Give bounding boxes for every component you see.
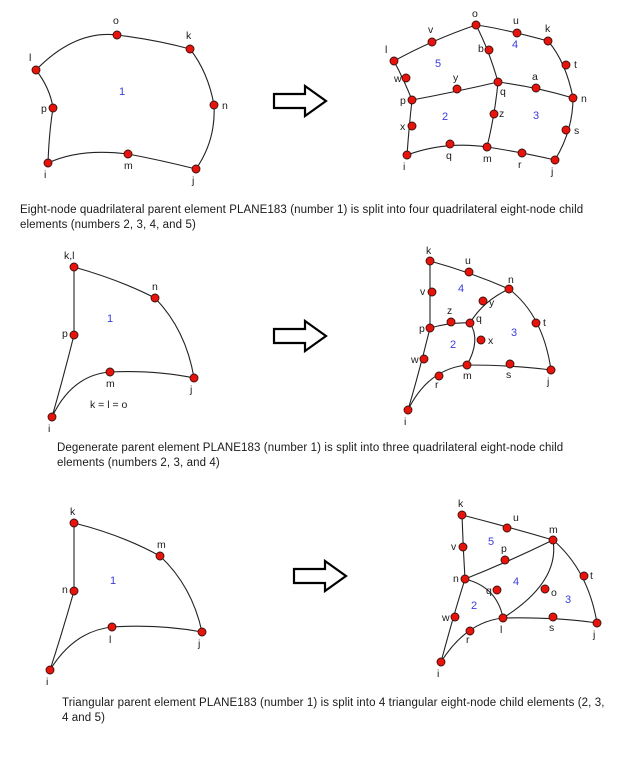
node-label: x xyxy=(400,121,406,133)
node-label: r xyxy=(435,379,439,391)
node-label: n xyxy=(453,573,459,585)
node-label: p xyxy=(400,95,406,107)
figure-row-quadrilateral xyxy=(0,0,622,245)
edge-l-o xyxy=(36,34,117,70)
element-number: 1 xyxy=(107,313,114,325)
node-point xyxy=(32,66,40,74)
node-label: z xyxy=(447,305,453,317)
node-point xyxy=(426,257,434,265)
node-label: l xyxy=(385,44,388,56)
node-point xyxy=(479,297,487,305)
node-point xyxy=(593,619,601,627)
node-label: v xyxy=(428,24,434,36)
node-label: j xyxy=(547,376,550,388)
node-label: o xyxy=(113,15,119,27)
element-number: 5 xyxy=(435,58,442,70)
parent-element-degenerate xyxy=(48,250,198,435)
node-point xyxy=(44,159,52,167)
figure-row-degenerate xyxy=(0,245,622,490)
element-number: 4 xyxy=(458,283,465,295)
node-point xyxy=(48,413,56,421)
edge-kl-n xyxy=(74,267,155,298)
edge-i-n xyxy=(50,591,74,670)
node-point xyxy=(437,658,445,666)
node-label: s xyxy=(506,369,512,381)
node-point xyxy=(70,519,78,527)
node-label: w xyxy=(442,612,450,624)
node-label: n xyxy=(508,274,514,286)
node-label: n xyxy=(222,100,228,112)
node-label: o xyxy=(472,8,478,20)
edge-m-i xyxy=(48,152,128,163)
node-point xyxy=(108,623,116,631)
node-point xyxy=(198,628,206,636)
node-point xyxy=(513,29,521,37)
node-label: k xyxy=(458,498,464,510)
diagram-quadrilateral xyxy=(0,0,622,200)
node-label: u xyxy=(513,15,519,27)
node-label: k,l xyxy=(64,250,75,262)
node-point xyxy=(70,587,78,595)
node-point xyxy=(453,85,461,93)
node-label: t xyxy=(574,59,577,71)
node-point xyxy=(463,361,471,369)
node-label: q xyxy=(476,313,482,325)
node-point xyxy=(113,31,121,39)
node-point xyxy=(493,586,501,594)
node-point xyxy=(151,294,159,302)
right-block-arrow-icon xyxy=(274,321,326,351)
node-point xyxy=(106,368,114,376)
edge-n-j xyxy=(196,105,214,169)
parent-element-quadrilateral xyxy=(29,15,228,187)
node-point xyxy=(428,288,436,296)
node-point xyxy=(461,575,469,583)
node-label: i xyxy=(404,416,407,428)
node-label: l xyxy=(29,52,32,64)
node-label: y xyxy=(453,72,459,84)
node-point xyxy=(532,84,540,92)
node-point xyxy=(562,61,570,69)
node-point xyxy=(404,406,412,414)
node-point xyxy=(428,38,436,46)
element-number: 3 xyxy=(511,327,518,339)
node-point xyxy=(562,126,570,134)
edge-i-p xyxy=(48,108,53,163)
node-point xyxy=(402,74,410,82)
node-label: m xyxy=(549,524,558,536)
element-number: 4 xyxy=(512,39,519,51)
node-label: x xyxy=(488,335,494,347)
edge-i-p xyxy=(52,335,74,417)
element-number: 4 xyxy=(513,576,520,588)
diagram-degenerate xyxy=(0,245,622,435)
node-label: l xyxy=(500,624,503,636)
node-label: p xyxy=(501,543,507,555)
node-point xyxy=(485,46,493,54)
edge-n-j xyxy=(155,298,194,378)
node-label: u xyxy=(465,255,471,267)
node-label: i xyxy=(44,169,47,181)
node-label: k xyxy=(426,245,432,257)
node-point xyxy=(466,319,474,327)
node-point xyxy=(477,336,485,344)
node-point xyxy=(501,556,509,564)
edge-n-q-l xyxy=(465,579,503,618)
node-label: a xyxy=(532,71,538,83)
node-label: m xyxy=(463,370,472,382)
node-label: m xyxy=(106,378,115,390)
node-label: i xyxy=(48,423,51,435)
element-number: 5 xyxy=(488,536,495,548)
node-point xyxy=(506,360,514,368)
node-label: s xyxy=(549,622,555,634)
node-point xyxy=(210,101,218,109)
element-number: 2 xyxy=(442,111,449,123)
edge-l-r-i xyxy=(441,618,503,662)
node-label: k xyxy=(70,506,76,518)
node-point xyxy=(532,319,540,327)
node-point xyxy=(403,151,411,159)
node-point xyxy=(503,524,511,532)
node-point xyxy=(549,536,557,544)
right-block-arrow-icon xyxy=(274,86,326,116)
node-label: p xyxy=(419,323,425,335)
edge-j-m xyxy=(128,154,196,169)
node-label: i xyxy=(437,668,440,680)
edge-m-j xyxy=(160,556,202,632)
node-label: n xyxy=(581,93,587,105)
node-point xyxy=(186,45,194,53)
node-point xyxy=(499,614,507,622)
node-point xyxy=(458,511,466,519)
node-point xyxy=(192,165,200,173)
node-point xyxy=(580,572,588,580)
node-label: k xyxy=(186,30,192,42)
node-label: q xyxy=(500,86,506,98)
node-label: j xyxy=(192,175,195,187)
node-label: r xyxy=(466,634,470,646)
node-label: p xyxy=(62,328,68,340)
node-point xyxy=(408,96,416,104)
element-number: 3 xyxy=(565,594,572,606)
node-point xyxy=(420,355,428,363)
node-label: q xyxy=(446,150,452,162)
element-number: 3 xyxy=(533,110,540,122)
node-label: z xyxy=(499,108,505,120)
edge-q-x-m xyxy=(467,323,475,365)
edge-i-w-p xyxy=(408,328,430,410)
edge-k-t-n xyxy=(548,41,573,98)
node-label: m xyxy=(124,160,133,172)
node-point xyxy=(447,318,455,326)
node-point xyxy=(451,613,459,621)
node-label: n xyxy=(152,281,158,293)
node-label: r xyxy=(518,159,522,171)
node-label: q xyxy=(486,585,492,597)
node-point xyxy=(426,324,434,332)
node-point xyxy=(541,585,549,593)
node-label: t xyxy=(543,317,546,329)
node-point xyxy=(518,149,526,157)
node-point xyxy=(190,374,198,382)
node-label: u xyxy=(513,512,519,524)
node-point xyxy=(483,143,491,151)
node-label: y xyxy=(489,297,495,309)
node-point xyxy=(569,94,577,102)
node-label: m xyxy=(483,153,492,165)
edge-j-m xyxy=(110,372,194,378)
element-number: 2 xyxy=(471,600,478,612)
caption-quadrilateral: Eight-node quadrilateral parent element PLANE183 (number 1) is split into four quadrilateral eight-node child elements (numbers 2, 3, 4, and 5) xyxy=(20,204,584,231)
node-label: o xyxy=(551,587,557,599)
node-point xyxy=(494,78,502,86)
node-point xyxy=(124,150,132,158)
node-label: j xyxy=(198,638,201,650)
edge-k-n xyxy=(190,49,214,105)
node-point xyxy=(505,285,513,293)
node-label: n xyxy=(62,584,68,596)
element-number: 2 xyxy=(450,339,457,351)
caption-degenerate: Degenerate parent element PLANE183 (number 1) is split into three quadrilateral eight-node child elements (numbers 2, 3, and 4) xyxy=(57,442,564,469)
node-point xyxy=(70,331,78,339)
node-point xyxy=(390,57,398,65)
node-label: k xyxy=(545,23,551,35)
node-point xyxy=(459,543,467,551)
edge-l-i xyxy=(50,627,112,670)
child-elements-degenerate xyxy=(404,245,555,428)
node-label: v xyxy=(451,541,457,553)
parent-element-triangular xyxy=(46,506,206,685)
caption-triangular: Triangular parent element PLANE183 (number 1) is split into 4 triangular eight-node child elements (2, 3, 4 and 5) xyxy=(62,697,605,724)
node-label: p xyxy=(41,103,47,115)
node-point xyxy=(544,37,552,45)
element-number: 1 xyxy=(110,575,117,587)
node-label: i xyxy=(403,161,406,173)
node-label: m xyxy=(157,539,166,551)
node-point xyxy=(547,366,555,374)
node-label: t xyxy=(590,570,593,582)
node-label: s xyxy=(574,125,580,137)
node-point xyxy=(549,613,557,621)
node-label: b xyxy=(478,43,484,55)
node-point xyxy=(551,156,559,164)
node-label: j xyxy=(551,166,554,178)
node-label: j xyxy=(190,384,193,396)
node-point xyxy=(490,110,498,118)
node-label: l xyxy=(109,634,112,646)
edge-j-l xyxy=(112,626,202,632)
node-point xyxy=(446,140,454,148)
node-point xyxy=(46,666,54,674)
node-point xyxy=(472,21,480,29)
child-elements-triangular xyxy=(437,498,601,680)
node-point xyxy=(408,122,416,130)
figure-row-triangular xyxy=(0,490,622,773)
right-block-arrow-icon xyxy=(294,561,346,591)
edge-o-k xyxy=(117,35,190,49)
node-label: j xyxy=(593,629,596,641)
node-point xyxy=(465,268,473,276)
node-point xyxy=(70,263,78,271)
element-number: 1 xyxy=(119,86,126,98)
diagram-triangular xyxy=(0,490,622,685)
node-label: w xyxy=(394,73,402,85)
node-point xyxy=(49,104,57,112)
node-point xyxy=(156,552,164,560)
node-label: w xyxy=(411,354,419,366)
child-elements-quadrilateral xyxy=(385,8,587,178)
node-label: v xyxy=(420,286,426,298)
degeneracy-note: k = l = o xyxy=(90,399,128,411)
node-label: i xyxy=(46,676,49,685)
edge-k-m xyxy=(74,523,160,556)
